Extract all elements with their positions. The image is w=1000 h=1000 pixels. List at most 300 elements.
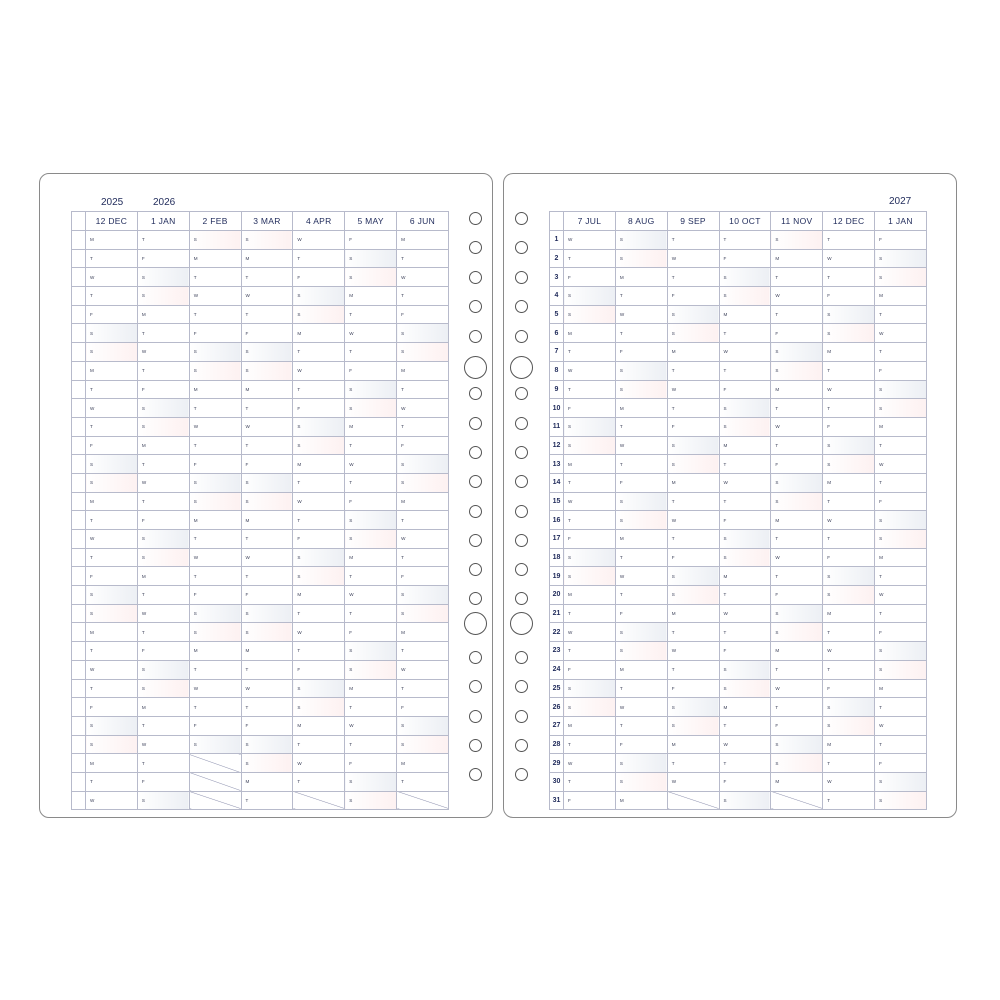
day-cell[interactable]: F [719,642,771,661]
day-cell[interactable]: S [137,268,189,287]
day-cell[interactable]: T [189,698,241,717]
day-cell[interactable]: T [719,361,771,380]
day-cell[interactable]: M [875,287,927,306]
day-cell[interactable]: T [719,754,771,773]
day-cell[interactable]: S [771,604,823,623]
day-cell[interactable]: S [564,679,616,698]
day-cell[interactable]: S [241,343,293,362]
day-cell[interactable]: S [241,473,293,492]
day-cell[interactable]: T [875,567,927,586]
day-cell[interactable]: T [771,698,823,717]
day-cell[interactable]: T [86,417,138,436]
day-cell[interactable]: T [86,249,138,268]
day-cell[interactable]: F [719,380,771,399]
day-cell[interactable]: S [615,772,667,791]
day-cell[interactable]: M [667,735,719,754]
day-cell[interactable]: S [875,660,927,679]
day-cell[interactable]: S [189,604,241,623]
day-cell[interactable]: S [564,305,616,324]
day-cell[interactable]: M [771,249,823,268]
day-cell[interactable]: T [293,343,345,362]
day-cell[interactable]: T [293,604,345,623]
day-cell[interactable]: M [823,343,875,362]
day-cell[interactable]: T [667,399,719,418]
day-cell[interactable]: M [667,604,719,623]
day-cell[interactable]: M [293,716,345,735]
day-cell[interactable]: S [241,231,293,250]
day-cell[interactable]: T [875,436,927,455]
day-cell[interactable]: S [564,548,616,567]
day-cell[interactable]: S [564,287,616,306]
day-cell[interactable]: F [241,455,293,474]
day-cell[interactable]: W [667,642,719,661]
day-cell[interactable]: T [397,679,449,698]
day-cell[interactable]: S [719,268,771,287]
day-cell[interactable]: S [397,324,449,343]
day-cell[interactable]: W [241,548,293,567]
day-cell[interactable]: S [615,249,667,268]
day-cell[interactable]: T [189,268,241,287]
day-cell[interactable]: S [345,399,397,418]
day-cell[interactable]: W [345,586,397,605]
day-cell[interactable]: M [293,586,345,605]
day-cell[interactable]: F [564,660,616,679]
day-cell[interactable]: S [719,287,771,306]
day-cell[interactable]: S [719,660,771,679]
day-cell[interactable]: W [875,455,927,474]
day-cell[interactable]: S [345,660,397,679]
day-cell[interactable]: M [189,511,241,530]
day-cell[interactable]: S [615,642,667,661]
day-cell[interactable]: T [293,473,345,492]
day-cell[interactable]: M [875,679,927,698]
day-cell[interactable]: W [771,417,823,436]
day-cell[interactable]: W [345,324,397,343]
day-cell[interactable]: F [719,772,771,791]
day-cell[interactable]: T [345,604,397,623]
day-cell[interactable]: T [564,343,616,362]
day-cell[interactable]: M [137,305,189,324]
day-cell[interactable]: S [345,530,397,549]
day-cell[interactable]: W [564,361,616,380]
day-cell[interactable]: W [137,343,189,362]
day-cell[interactable]: W [86,791,138,810]
day-cell[interactable]: T [823,660,875,679]
day-cell[interactable]: F [345,231,397,250]
day-cell[interactable]: W [564,492,616,511]
day-cell[interactable]: T [86,548,138,567]
day-cell[interactable]: W [823,249,875,268]
day-cell[interactable]: S [667,436,719,455]
day-cell[interactable]: W [823,380,875,399]
day-cell[interactable]: W [615,436,667,455]
day-cell[interactable]: T [564,735,616,754]
day-cell[interactable]: M [241,380,293,399]
day-cell[interactable]: F [137,642,189,661]
day-cell[interactable]: T [86,380,138,399]
day-cell[interactable]: F [875,231,927,250]
day-cell[interactable]: S [719,399,771,418]
day-cell[interactable]: T [719,586,771,605]
day-cell[interactable]: T [241,567,293,586]
day-cell[interactable]: S [615,231,667,250]
day-cell[interactable]: F [771,586,823,605]
day-cell[interactable]: S [293,436,345,455]
day-cell[interactable]: S [823,567,875,586]
day-cell[interactable]: S [615,511,667,530]
day-cell[interactable]: S [397,735,449,754]
day-cell[interactable]: W [86,530,138,549]
day-cell[interactable]: W [564,231,616,250]
day-cell[interactable]: S [771,754,823,773]
day-cell[interactable]: M [823,604,875,623]
day-cell[interactable]: S [293,548,345,567]
day-cell[interactable]: T [564,604,616,623]
day-cell[interactable]: T [615,679,667,698]
day-cell[interactable]: S [823,324,875,343]
day-cell[interactable]: T [823,492,875,511]
day-cell[interactable]: S [397,343,449,362]
day-cell[interactable]: F [771,455,823,474]
day-cell[interactable]: S [137,417,189,436]
day-cell[interactable]: W [823,772,875,791]
day-cell[interactable]: W [397,530,449,549]
day-cell[interactable]: S [86,324,138,343]
day-cell[interactable]: S [719,548,771,567]
day-cell[interactable]: S [189,735,241,754]
day-cell[interactable]: S [86,735,138,754]
day-cell[interactable]: F [86,436,138,455]
day-cell[interactable]: T [345,343,397,362]
day-cell[interactable]: S [189,492,241,511]
day-cell[interactable]: F [667,287,719,306]
day-cell[interactable]: S [241,604,293,623]
day-cell[interactable]: S [293,305,345,324]
day-cell[interactable]: F [293,660,345,679]
day-cell[interactable]: T [564,473,616,492]
day-cell[interactable]: M [615,530,667,549]
day-cell[interactable]: S [823,436,875,455]
day-cell[interactable]: T [345,567,397,586]
day-cell[interactable]: W [189,679,241,698]
day-cell[interactable]: S [771,231,823,250]
day-cell[interactable]: T [719,231,771,250]
day-cell[interactable]: F [615,473,667,492]
day-cell[interactable]: T [823,623,875,642]
day-cell[interactable]: T [345,305,397,324]
day-cell[interactable]: F [719,511,771,530]
day-cell[interactable]: S [293,679,345,698]
day-cell[interactable]: F [615,604,667,623]
day-cell[interactable]: T [564,772,616,791]
day-cell[interactable]: W [823,642,875,661]
day-cell[interactable]: F [189,324,241,343]
day-cell[interactable]: S [189,343,241,362]
day-cell[interactable]: M [293,455,345,474]
day-cell[interactable]: M [564,455,616,474]
day-cell[interactable]: F [667,679,719,698]
day-cell[interactable]: S [86,455,138,474]
day-cell[interactable]: T [241,791,293,810]
day-cell[interactable]: S [823,455,875,474]
day-cell[interactable]: M [615,660,667,679]
day-cell[interactable]: S [667,324,719,343]
day-cell[interactable]: W [86,660,138,679]
day-cell[interactable]: S [241,492,293,511]
day-cell[interactable]: M [345,417,397,436]
day-cell[interactable]: S [137,660,189,679]
day-cell[interactable]: M [241,772,293,791]
day-cell[interactable]: S [823,586,875,605]
day-cell[interactable]: S [86,716,138,735]
day-cell[interactable]: S [345,249,397,268]
day-cell[interactable]: T [189,305,241,324]
day-cell[interactable]: W [397,660,449,679]
day-cell[interactable]: S [771,343,823,362]
day-cell[interactable]: S [615,492,667,511]
day-cell[interactable]: T [719,492,771,511]
day-cell[interactable]: M [189,249,241,268]
day-cell[interactable]: T [667,268,719,287]
day-cell[interactable]: T [137,716,189,735]
day-cell[interactable]: M [615,268,667,287]
day-cell[interactable]: W [293,231,345,250]
day-cell[interactable]: S [137,287,189,306]
day-cell[interactable]: S [771,623,823,642]
day-cell[interactable]: T [397,249,449,268]
day-cell[interactable]: S [86,343,138,362]
day-cell[interactable]: S [667,567,719,586]
day-cell[interactable]: S [189,231,241,250]
day-cell[interactable]: W [875,716,927,735]
day-cell[interactable]: S [397,604,449,623]
day-cell[interactable]: T [875,305,927,324]
day-cell[interactable]: M [564,324,616,343]
day-cell[interactable]: T [875,698,927,717]
day-cell[interactable]: T [615,324,667,343]
day-cell[interactable]: T [397,772,449,791]
day-cell[interactable]: F [564,399,616,418]
day-cell[interactable]: W [241,287,293,306]
day-cell[interactable]: M [875,417,927,436]
day-cell[interactable]: F [875,361,927,380]
day-cell[interactable]: T [667,361,719,380]
day-cell[interactable]: F [137,380,189,399]
day-cell[interactable]: T [345,436,397,455]
day-cell[interactable]: T [137,623,189,642]
day-cell[interactable]: W [293,361,345,380]
day-cell[interactable]: T [875,604,927,623]
day-cell[interactable]: T [823,231,875,250]
day-cell[interactable]: T [667,530,719,549]
day-cell[interactable]: T [771,399,823,418]
day-cell[interactable]: S [667,716,719,735]
day-cell[interactable]: T [345,735,397,754]
day-cell[interactable]: T [823,791,875,810]
day-cell[interactable]: T [137,754,189,773]
day-cell[interactable]: T [241,305,293,324]
day-cell[interactable]: W [241,417,293,436]
day-cell[interactable]: T [345,698,397,717]
day-cell[interactable]: W [189,548,241,567]
day-cell[interactable]: M [667,343,719,362]
day-cell[interactable]: S [293,567,345,586]
day-cell[interactable]: F [345,623,397,642]
day-cell[interactable]: S [771,361,823,380]
day-cell[interactable]: S [397,473,449,492]
day-cell[interactable]: T [241,698,293,717]
day-cell[interactable]: S [345,772,397,791]
day-cell[interactable]: W [564,623,616,642]
day-cell[interactable]: W [875,586,927,605]
day-cell[interactable]: T [771,305,823,324]
day-cell[interactable]: M [241,642,293,661]
day-cell[interactable]: M [719,305,771,324]
day-cell[interactable]: T [397,380,449,399]
day-cell[interactable]: T [345,473,397,492]
day-cell[interactable]: S [345,642,397,661]
day-cell[interactable]: T [667,660,719,679]
day-cell[interactable]: T [823,754,875,773]
day-cell[interactable]: F [293,268,345,287]
day-cell[interactable]: F [189,586,241,605]
day-cell[interactable]: M [823,735,875,754]
day-cell[interactable]: F [137,511,189,530]
day-cell[interactable]: T [771,436,823,455]
day-cell[interactable]: F [823,287,875,306]
day-cell[interactable]: T [293,511,345,530]
day-cell[interactable]: S [823,305,875,324]
day-cell[interactable]: F [397,567,449,586]
day-cell[interactable]: S [189,361,241,380]
day-cell[interactable]: T [875,473,927,492]
day-cell[interactable]: S [823,716,875,735]
day-cell[interactable]: T [719,716,771,735]
day-cell[interactable]: S [875,268,927,287]
day-cell[interactable]: M [137,567,189,586]
day-cell[interactable]: S [771,473,823,492]
day-cell[interactable]: T [293,380,345,399]
day-cell[interactable]: S [241,735,293,754]
day-cell[interactable]: W [667,511,719,530]
day-cell[interactable]: T [241,268,293,287]
day-cell[interactable]: F [875,623,927,642]
day-cell[interactable]: T [241,660,293,679]
day-cell[interactable]: S [875,791,927,810]
day-cell[interactable]: T [615,548,667,567]
day-cell[interactable]: T [189,567,241,586]
day-cell[interactable]: F [137,249,189,268]
day-cell[interactable]: S [137,791,189,810]
day-cell[interactable]: W [241,679,293,698]
day-cell[interactable]: T [615,716,667,735]
day-cell[interactable]: T [86,511,138,530]
day-cell[interactable]: W [719,473,771,492]
day-cell[interactable]: M [86,361,138,380]
day-cell[interactable]: F [615,735,667,754]
day-cell[interactable]: T [137,324,189,343]
day-cell[interactable]: F [719,249,771,268]
day-cell[interactable]: F [823,417,875,436]
day-cell[interactable]: F [86,698,138,717]
day-cell[interactable]: S [615,623,667,642]
day-cell[interactable]: T [564,380,616,399]
day-cell[interactable]: F [241,716,293,735]
day-cell[interactable]: S [719,530,771,549]
day-cell[interactable]: S [137,399,189,418]
day-cell[interactable]: M [241,249,293,268]
day-cell[interactable]: F [875,492,927,511]
day-cell[interactable]: W [667,380,719,399]
day-cell[interactable]: W [771,679,823,698]
day-cell[interactable]: T [615,417,667,436]
day-cell[interactable]: T [564,249,616,268]
day-cell[interactable]: S [823,698,875,717]
day-cell[interactable]: F [293,530,345,549]
day-cell[interactable]: W [719,604,771,623]
day-cell[interactable]: T [615,287,667,306]
day-cell[interactable]: W [137,473,189,492]
day-cell[interactable]: T [771,660,823,679]
day-cell[interactable]: M [771,380,823,399]
day-cell[interactable]: T [397,642,449,661]
day-cell[interactable]: T [397,287,449,306]
day-cell[interactable]: S [875,249,927,268]
day-cell[interactable]: W [615,567,667,586]
day-cell[interactable]: T [293,735,345,754]
day-cell[interactable]: T [189,530,241,549]
day-cell[interactable]: S [137,548,189,567]
day-cell[interactable]: W [397,268,449,287]
day-cell[interactable]: M [719,567,771,586]
day-cell[interactable]: S [875,380,927,399]
day-cell[interactable]: S [667,455,719,474]
day-cell[interactable]: S [771,492,823,511]
day-cell[interactable]: T [86,287,138,306]
day-cell[interactable]: S [86,604,138,623]
day-cell[interactable]: W [189,287,241,306]
day-cell[interactable]: M [615,399,667,418]
day-cell[interactable]: S [345,268,397,287]
day-cell[interactable]: M [397,623,449,642]
day-cell[interactable]: S [293,698,345,717]
day-cell[interactable]: S [397,586,449,605]
day-cell[interactable]: T [667,231,719,250]
day-cell[interactable]: S [719,417,771,436]
day-cell[interactable]: S [875,530,927,549]
day-cell[interactable]: T [293,772,345,791]
day-cell[interactable]: T [771,268,823,287]
day-cell[interactable]: F [345,361,397,380]
day-cell[interactable]: F [397,436,449,455]
day-cell[interactable]: T [771,567,823,586]
day-cell[interactable]: M [397,492,449,511]
day-cell[interactable]: S [564,417,616,436]
day-cell[interactable]: T [615,455,667,474]
day-cell[interactable]: M [823,473,875,492]
day-cell[interactable]: M [189,380,241,399]
day-cell[interactable]: M [345,287,397,306]
day-cell[interactable]: T [137,231,189,250]
day-cell[interactable]: S [615,380,667,399]
day-cell[interactable]: F [86,567,138,586]
day-cell[interactable]: M [86,492,138,511]
day-cell[interactable]: T [615,586,667,605]
day-cell[interactable]: F [137,772,189,791]
day-cell[interactable]: S [615,361,667,380]
day-cell[interactable]: T [86,642,138,661]
day-cell[interactable]: F [189,455,241,474]
